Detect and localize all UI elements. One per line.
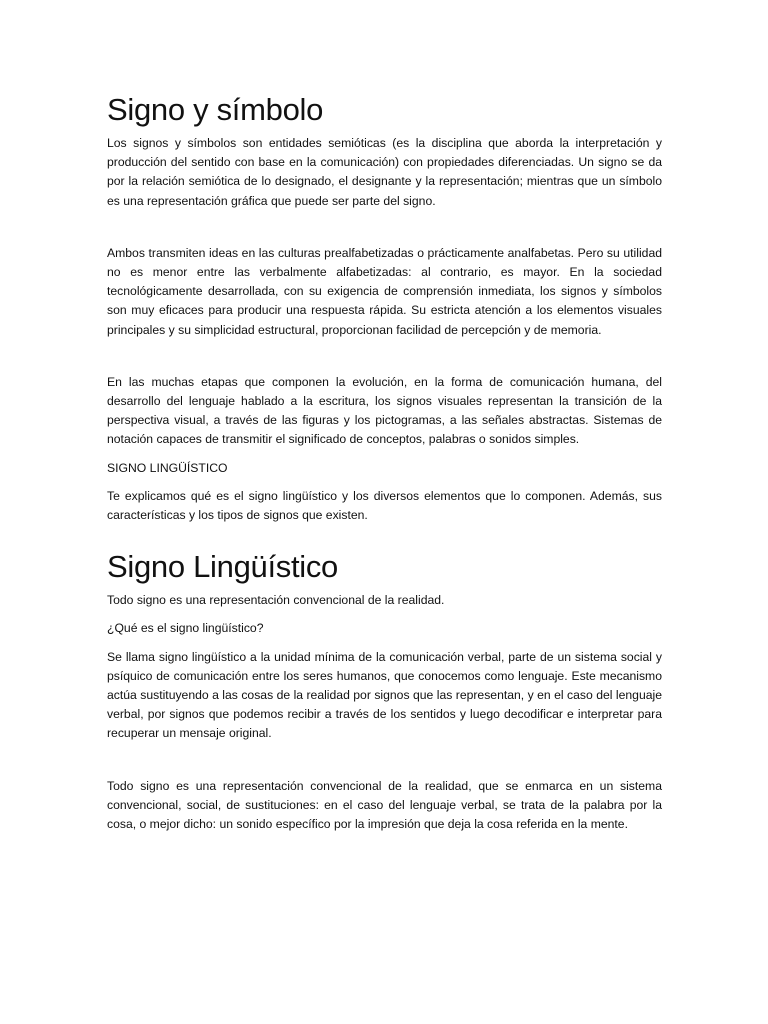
paragraph: En las muchas etapas que componen la evolución, en la forma de comunicación humana, del desarrollo del lenguaje hablado a la escritura, los signos visuales representan la transición de la perspectiva visual, a través de las figuras y los pictogramas, a las señales abstractas. Sistemas de notación capaces de transmitir el significado de conceptos, palabras o sonidos simples. (107, 374, 662, 447)
question-heading: ¿Qué es el signo lingüístico? (107, 621, 264, 636)
section-title-signo-linguistico: Signo Lingüístico (107, 549, 339, 585)
paragraph: Te explicamos qué es el signo lingüístico y los diversos elementos que lo componen. Además, sus características y los tipos de signos que existen. (107, 488, 662, 523)
paragraph: Ambos transmiten ideas en las culturas prealfabetizadas o prácticamente analfabetas. Pero su utilidad no es menor entre las verbalmente alfabetizadas: al contrario, es mayor. En la sociedad tecnológicamente desarrollada, con su exigencia de comprensión inmediata, los signos y símbolos son muy eficaces para producir una respuesta rápida. Su estricta atención a los elementos visuales principales y su simplicidad estructural, proporcionan facilidad de percepción y de memoria. (107, 245, 662, 337)
subheading-signo-linguistico: SIGNO LINGÜÍSTICO (107, 460, 228, 475)
section-title-signo-y-simbolo: Signo y símbolo (107, 92, 324, 127)
paragraph: Los signos y símbolos son entidades semióticas (es la disciplina que aborda la interpretación y producción del sentido con base en la comunicación) con propiedades diferenciadas. Un signo se da por la relación semiótica de lo designado, el designante y la representación; mientras que un símbolo es una representación gráfica que puede ser parte del signo. (107, 136, 662, 208)
paragraph: Todo signo es una representación convencional de la realidad, que se enmarca en un sistema convencional, social, de sustituciones: en el caso del lenguaje verbal, se trata de la palabra por la cosa, o mejor dicho: un sonido específico por la impresión que deja la cosa referida en la mente. (107, 778, 662, 832)
paragraph: Se llama signo lingüístico a la unidad mínima de la comunicación verbal, parte de un sistema social y psíquico de comunicación entre los seres humanos, que conocemos como lenguaje. Este mecanismo actúa sustituyendo a las cosas de la realidad por signos que las representan, y en el caso del lenguaje verbal, por signos que podemos recibir a través de los sentidos y luego decodificar e interpretar para recuperar un mensaje original. (107, 649, 662, 741)
paragraph: Todo signo es una representación convencional de la realidad. (107, 593, 445, 608)
